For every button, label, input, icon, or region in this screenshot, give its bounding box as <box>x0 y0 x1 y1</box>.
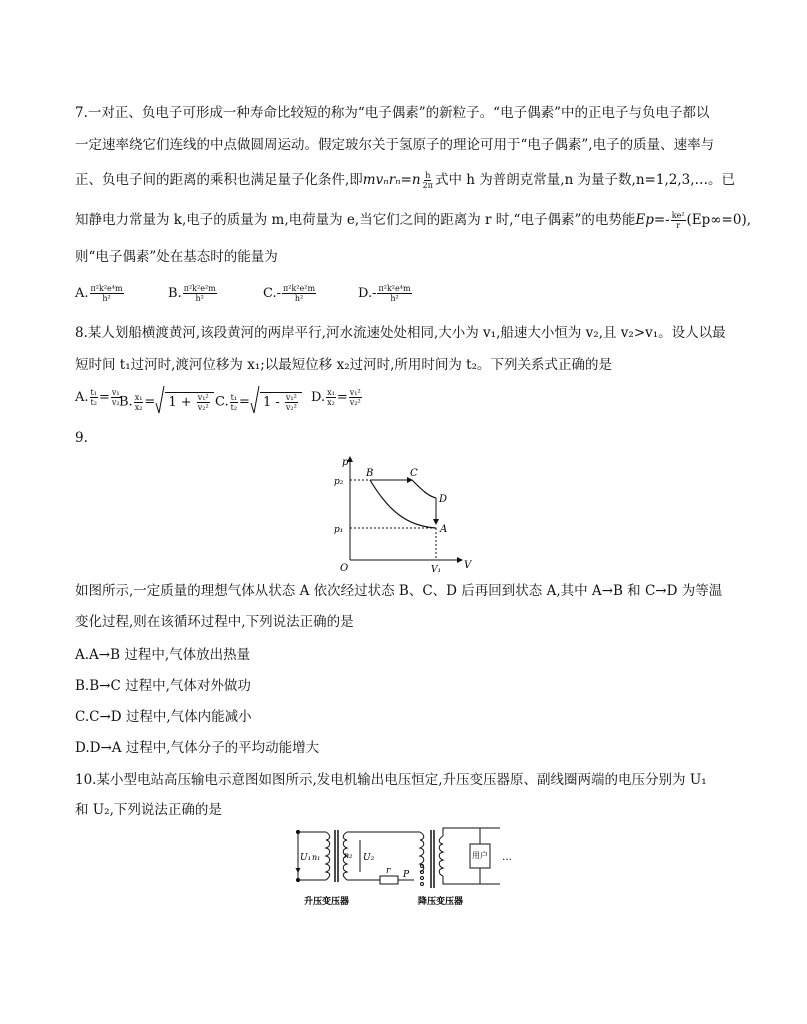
p1-label: p₁ <box>334 525 344 535</box>
q7-line-4-text-b: (Ep∞=0), <box>686 212 751 228</box>
q10-line-2: 和 U₂,下列说法正确的是 <box>75 802 222 818</box>
q7-line-4-text-a: 知静电力常量为 k,电子的质量为 m,电荷量为 e,当它们之间的距离为 r 时,“电子偶素”的电势能 <box>75 212 636 228</box>
q7-line-4 <box>75 210 751 230</box>
sqrt-sign-b <box>155 385 165 419</box>
q9-number: 9. <box>75 430 88 446</box>
q7-line-5: 则“电子偶素”处在基态时的能量为 <box>75 249 278 265</box>
q7-option-c[interactable]: C.- $\frac{\text{π²k²e²m}}{\text{h²}}$ <box>263 284 316 303</box>
sqrt-sign-c <box>250 385 260 419</box>
point-a-label: A <box>440 524 448 535</box>
point-b-label: B <box>366 468 374 479</box>
transmission-diagram <box>290 822 530 912</box>
q9-option-b[interactable]: B.B→C 过程中,气体对外做功 <box>75 678 251 694</box>
point-d-label: D <box>439 494 448 505</box>
p2-label: p₂ <box>334 477 344 487</box>
u1-label: U₁ <box>300 853 312 863</box>
u2-label: U₂ <box>363 853 375 863</box>
q9-option-c[interactable]: C.C→D 过程中,气体内能减小 <box>75 709 252 725</box>
p-axis-label: p <box>342 457 349 468</box>
q8-line-2: 短时间 t₁过河时,渡河位移为 x₁;以最短位移 x₂过河时,所用时间为 t₂。下列关系式正确的是 <box>75 357 613 373</box>
origin-label: O <box>340 563 349 574</box>
v1-label: V₁ <box>431 565 442 574</box>
q8-option-b[interactable]: B. $\frac{\text{x₁}}{\text{x₂}}$ = 1 + $\frac{\text{v₁²}}{\text{v₂²}}$ <box>119 385 214 419</box>
step-up-label: 升压变压器 <box>304 897 350 907</box>
q10-line-1: 10.某小型电站高压输电示意图如图所示,发电机输出电压恒定,升压变压器原、副线圈两端的电压分别为 U₁ <box>75 772 707 788</box>
q8-option-c[interactable]: C. $\frac{\text{t₁}}{\text{t₂}}$ = 1 - $\frac{\text{v₁²}}{\text{v₂²}}$ <box>215 385 302 419</box>
q9-option-d[interactable]: D.D→A 过程中,气体分子的平均动能增大 <box>75 740 320 756</box>
step-down-label: 降压变压器 <box>418 897 464 907</box>
q7-h-over-2pi: $\frac{h}{2\pi}$ <box>422 171 433 190</box>
path-c-to-d <box>412 480 436 498</box>
n1-label: n₁ <box>312 853 321 862</box>
n2-label: n₂ <box>344 851 353 860</box>
r-label: r <box>386 866 391 876</box>
q9-option-a[interactable]: A.A→B 过程中,气体放出热量 <box>75 647 251 663</box>
v-axis-label: V <box>464 560 472 571</box>
q7-potential-energy-formula: Ep=- <box>635 212 670 228</box>
q8-option-a[interactable]: A. $\frac{\text{t₁}}{\text{t₂}}$ = $\frac{\text{v₁}}{\text{v₂}}$ <box>75 388 120 407</box>
q7-ke2-over-r: $\frac{\text{ke²}}{r}$ <box>671 211 685 230</box>
q9-line-2: 变化过程,则在该循环过程中,下列说法正确的是 <box>75 614 354 630</box>
p-tap-label: P <box>403 870 410 880</box>
q7-line-3 <box>75 170 735 190</box>
q7-line-3-text-b: 式中 h 为普朗克常量,n 为量子数,n=1,2,3,…。已 <box>435 172 735 188</box>
q7-line-1: 7.一对正、负电子可形成一种寿命比较短的称为“电子偶素”的新粒子。“电子偶素”中的正电子与负电子都以 <box>75 105 710 121</box>
q7-option-a[interactable]: A. $\frac{\text{π²k²e⁴m}}{\text{h²}}$ <box>75 284 123 303</box>
q8-option-d[interactable]: D. $\frac{\text{x₁}}{\text{x₂}}$ = $\frac{\text{v₁²}}{\text{v₂²}}$ <box>311 388 361 407</box>
q7-option-b[interactable]: B. $\frac{\text{π²k²e²m}}{\text{h²}}$ <box>168 284 216 303</box>
q7-quantization-formula: mvₙrₙ=n <box>362 172 421 188</box>
q9-line-1: 如图所示,一定质量的理想气体从状态 A 依次经过状态 B、C、D 后再回到状态 A,其中 A→B 和 C→D 为等温 <box>75 583 723 599</box>
q7-option-d[interactable]: D.- $\frac{\text{π²k²e⁴m}}{\text{h²}}$ <box>358 284 411 303</box>
user-label: 用户 <box>472 851 488 860</box>
p-v-graph <box>330 452 475 574</box>
q7-line-2: 一定速率绕它们连线的中点做圆周运动。假定玻尔关于氢原子的理论可用于“电子偶素”,电子的质量、速率与 <box>75 137 715 153</box>
path-a-to-b <box>370 480 436 528</box>
point-c-label: C <box>410 468 418 479</box>
q8-line-1: 8.某人划船横渡黄河,该段黄河的两岸平行,河水流速处处相同,大小为 v₁,船速大小恒为 v₂,且 v₂>v₁。设人以最 <box>75 325 726 341</box>
ellipsis-label: … <box>502 852 512 863</box>
q7-line-3-text-a: 正、负电子间的距离的乘积也满足量子化条件,即 <box>75 172 363 188</box>
